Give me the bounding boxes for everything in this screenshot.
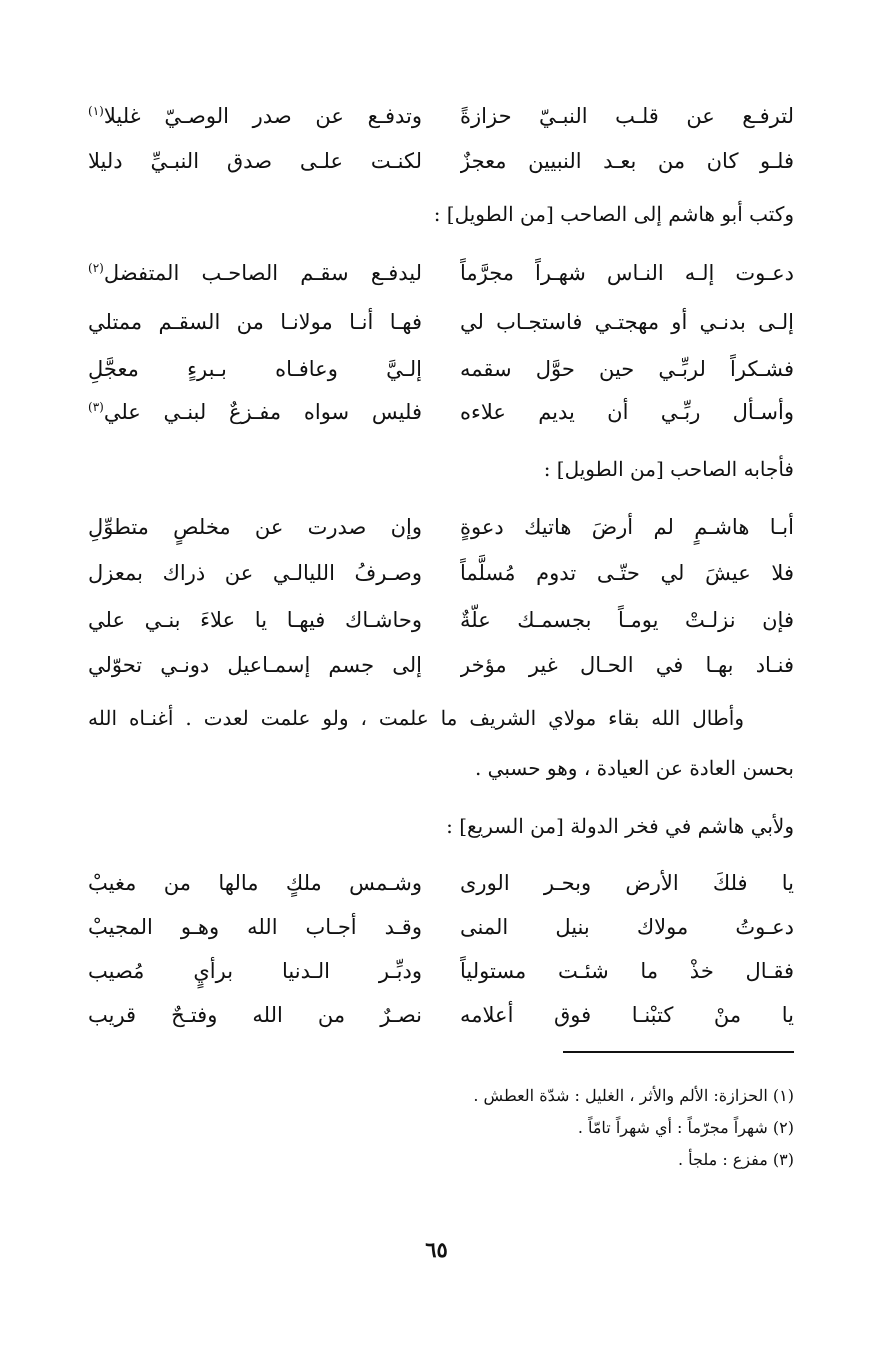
second-hemistich: وشـمس ملكٍ مالها من مغيبْ xyxy=(88,871,422,895)
second-hemistich: فهـا أنـا مولانـا من السقـم ممتلي xyxy=(88,310,422,334)
second-hemistich: ودبِّـر الـدنيا برأيٍ مُصيب xyxy=(88,959,422,983)
second-hemistich: وحاشـاك فيهـا يا علاءَ بنـي علي xyxy=(88,608,422,632)
hemistich-text: وتدفـع عن صدر الوصـيّ غليلا xyxy=(103,104,422,128)
verse-line xyxy=(88,951,794,991)
page-number: ٦٥ xyxy=(425,1237,448,1262)
first-hemistich: يا منْ كتبْنـا فوق أعلامه xyxy=(460,1003,794,1027)
first-hemistich: إلـى بدنـي أو مهجتـي فاستجـاب لي xyxy=(460,310,794,334)
second-hemistich xyxy=(88,392,422,432)
verse-line xyxy=(88,645,794,685)
first-hemistich: أبـا هاشـمٍ لم أرضَ هاتيك دعوةٍ xyxy=(460,515,794,539)
second-hemistich: إلـيَّ وعافـاه بـبرءٍ معجَّلِ xyxy=(88,357,422,381)
first-hemistich: لترفـع عن قلـب النبـيّ حزازةً xyxy=(460,104,794,128)
first-hemistich: فإن نزلـتْ يومـاً بجسمـك علّةٌ xyxy=(460,608,794,632)
prose-line: بحسن العادة عن العيادة ، وهو حسبي . xyxy=(474,756,794,780)
prose-paragraph xyxy=(88,693,794,793)
second-hemistich: وإن صدرت عن مخلصٍ متطوِّلِ xyxy=(88,515,422,539)
prose-line: وأطال الله بقاء مولاي الشريف ما علمت ، ولو علمت لعدت . أغنـاه الله xyxy=(88,706,744,730)
first-hemistich: فنـاد بهـا في الحـال غير مؤخر xyxy=(460,653,794,677)
second-hemistich xyxy=(88,253,422,293)
footnote-separator xyxy=(563,1051,794,1053)
footnote: (١) الحزازة: الألم والأثر ، الغليل : شدّة العطش . xyxy=(473,1086,794,1105)
section-heading: فأجابه الصاحب [من الطويل] : xyxy=(543,457,794,481)
second-hemistich: لكنـت علـى صدق النبـيِّ دليلا xyxy=(88,149,422,173)
verse-line xyxy=(88,392,794,432)
footnotes xyxy=(88,1080,794,1176)
verse-line xyxy=(88,96,794,136)
verse-line xyxy=(88,302,794,342)
footnote-marker: (٢) xyxy=(88,261,104,275)
footnote-marker: (١) xyxy=(88,104,104,118)
footnote: (٢) شهراً مجرّماً : أي شهراً تامّاً . xyxy=(577,1118,794,1137)
hemistich-text: فليس سواه مفـزعٌ لبنـي علي xyxy=(103,400,422,424)
second-hemistich: إلى جسم إسمـاعيل دونـي تحوّلي xyxy=(88,653,422,677)
first-hemistich: فلـو كان من بعـد النبيين معجزٌ xyxy=(460,149,794,173)
first-hemistich: فلا عيشَ لي حتّـى تدوم مُسلَّماً xyxy=(460,561,794,585)
first-hemistich: وأسـأل ربِّـي أن يديم علاءه xyxy=(460,400,794,424)
first-hemistich: فشـكراً لربِّـي حين حوَّل سقمه xyxy=(460,357,794,381)
verse-line xyxy=(88,600,794,640)
verse-line xyxy=(88,507,794,547)
hemistich-text: ليدفـع سقـم الصاحـب المتفضل xyxy=(103,261,422,285)
second-hemistich: وقـد أجـاب الله وهـو المجيبْ xyxy=(88,915,422,939)
verse-line xyxy=(88,349,794,389)
section-heading: وكتب أبو هاشم إلى الصاحب [من الطويل] : xyxy=(433,202,794,226)
first-hemistich: دعـوتُ مولاك بنيل المنى xyxy=(460,915,794,939)
verse-line xyxy=(88,553,794,593)
first-hemistich: فقـال خذْ ما شئـت مستولياً xyxy=(460,959,794,983)
first-hemistich: دعـوت إلـه النـاس شهـراً مجرَّماً xyxy=(460,261,794,285)
second-hemistich: وصـرفُ الليالـي عن ذراك بمعزل xyxy=(88,561,422,585)
first-hemistich: يا فلكَ الأرض وبحـر الورى xyxy=(460,871,794,895)
second-hemistich: نصـرٌ من الله وفتـحٌ قريب xyxy=(88,1003,422,1027)
verse-line xyxy=(88,141,794,181)
verse-line xyxy=(88,907,794,947)
second-hemistich xyxy=(88,96,422,136)
verse-line xyxy=(88,253,794,293)
footnote: (٣) مفزع : ملجأ . xyxy=(677,1150,794,1169)
verse-line xyxy=(88,863,794,903)
footnote-marker: (٣) xyxy=(88,400,104,414)
section-heading: ولأبي هاشم في فخر الدولة [من السريع] : xyxy=(446,814,794,838)
verse-line xyxy=(88,995,794,1035)
